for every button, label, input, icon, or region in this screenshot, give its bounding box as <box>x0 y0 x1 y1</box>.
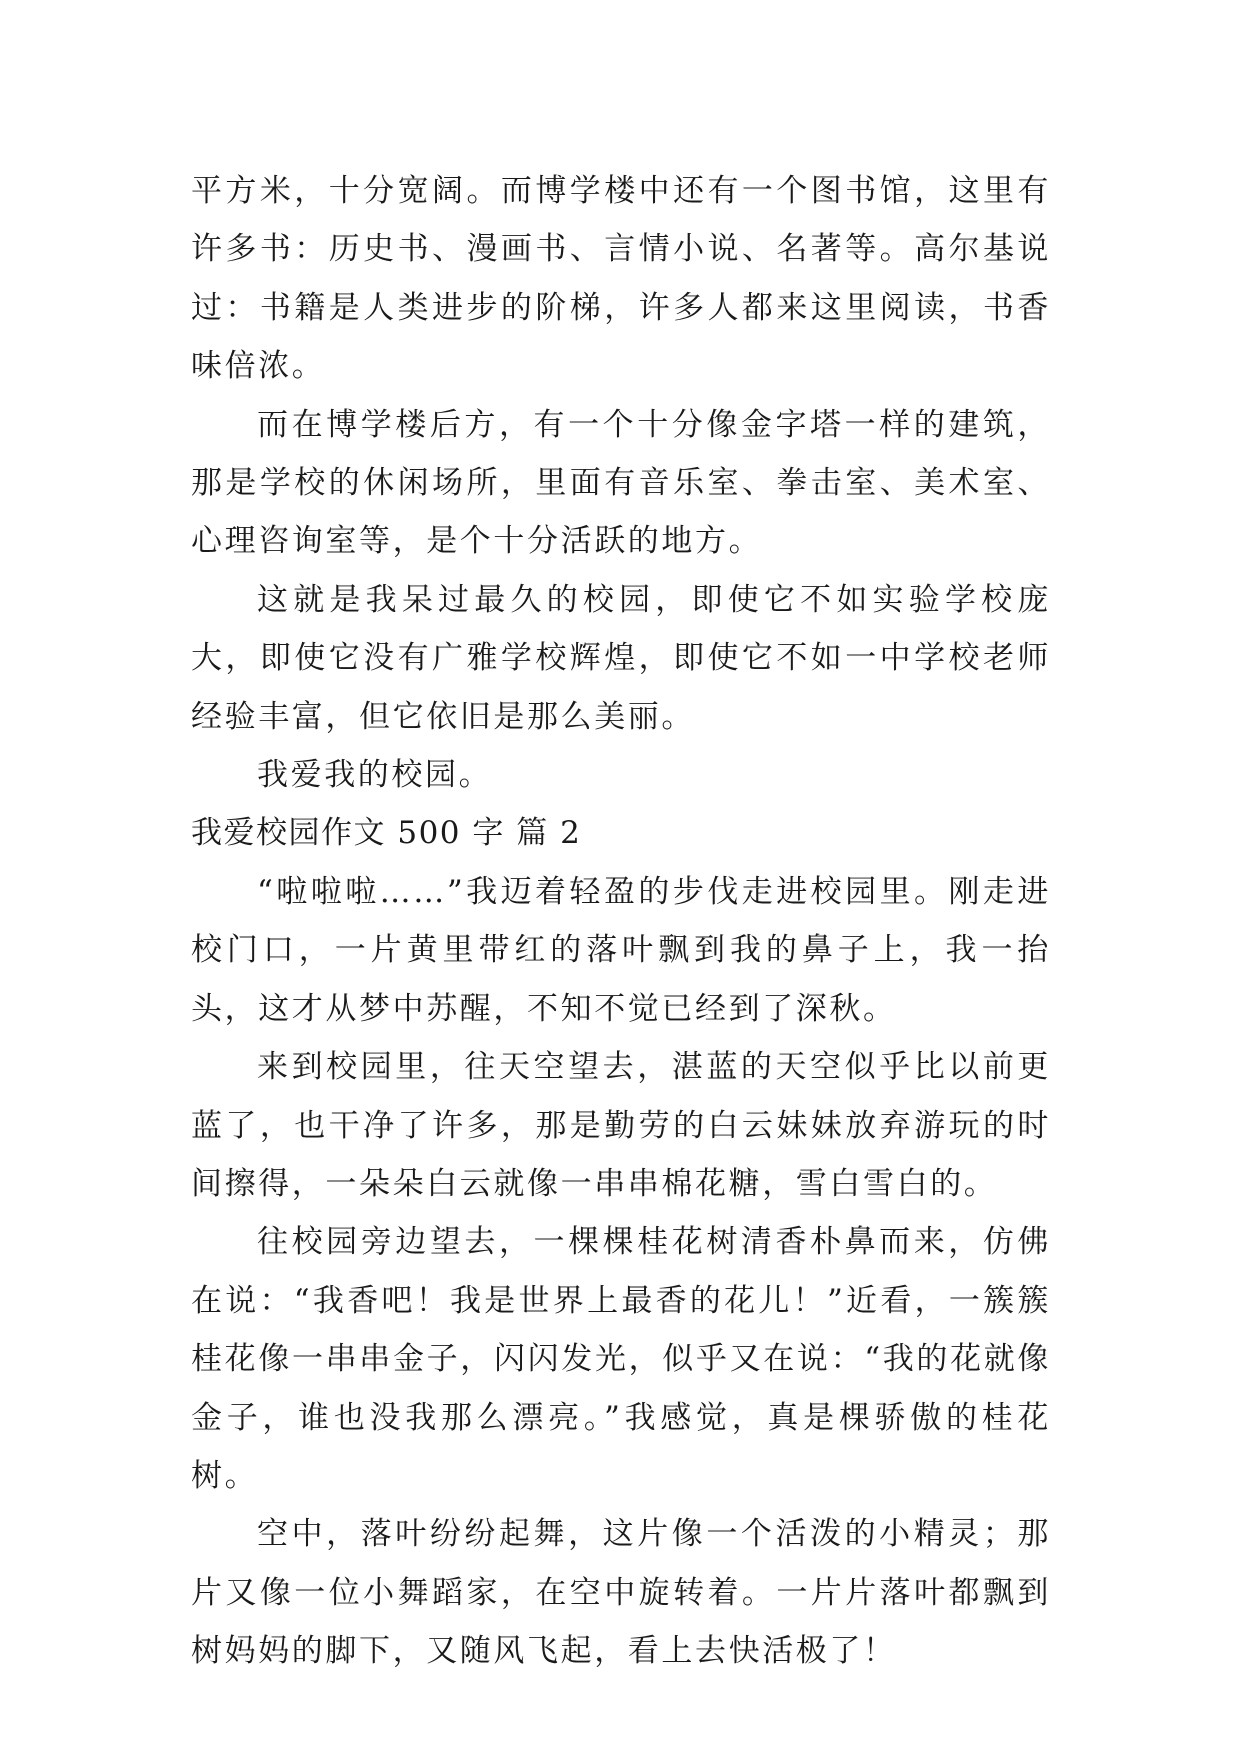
document-body <box>191 162 1051 1681</box>
paragraph-campus-summary: 这就是我呆过最久的校园，即使它不如实验学校庞大，即使它没有广雅学校辉煌，即使它不如一中学校老师经验丰富，但它依旧是那么美丽。 <box>191 581 1051 735</box>
paragraph-sky: 来到校园里，往天空望去，湛蓝的天空似乎比以前更蓝了，也干净了许多，那是勤劳的白云妹妹放弃游玩的时间擦得，一朵朵白云就像一串串棉花糖，雪白雪白的。 <box>191 1049 1051 1202</box>
paragraph-osmanthus: 往校园旁边望去，一棵棵桂花树清香朴鼻而来，仿佛在说：“我香吧！我是世界上最香的花儿！”近看，一簇簇桂花像一串串金子，闪闪发光，似乎又在说：“我的花就像金子，谁也没我那么漂亮。”我感觉，真是棵骄傲的桂花树。 <box>191 1224 1051 1494</box>
paragraph-leaves: 空中，落叶纷纷起舞，这片像一个活泼的小精灵；那片又像一位小舞蹈家，在空中旋转着。一片片落叶都飘到树妈妈的脚下，又随风飞起，看上去快活极了！ <box>191 1516 1051 1670</box>
paragraph-entering-campus: “啦啦啦……”我迈着轻盈的步伐走进校园里。刚走进校门口，一片黄里带红的落叶飘到我的鼻子上，我一抬头，这才从梦中苏醒，不知不觉已经到了深秋。 <box>191 873 1051 1027</box>
paragraph-conclusion: 我爱我的校园。 <box>257 757 493 794</box>
section-title: 我爱校园作文 500 字 篇 2 <box>191 815 582 852</box>
paragraph-building: 而在博学楼后方，有一个十分像金字塔一样的建筑，那是学校的休闲场所，里面有音乐室、拳击室、美术室、心理咨询室等，是个十分活跃的地方。 <box>191 406 1051 560</box>
paragraph-continued: 平方米，十分宽阔。而博学楼中还有一个图书馆，这里有许多书：历史书、漫画书、言情小说、名著等。高尔基说过：书籍是人类进步的阶梯，许多人都来这里阅读，书香味倍浓。 <box>191 173 1051 385</box>
